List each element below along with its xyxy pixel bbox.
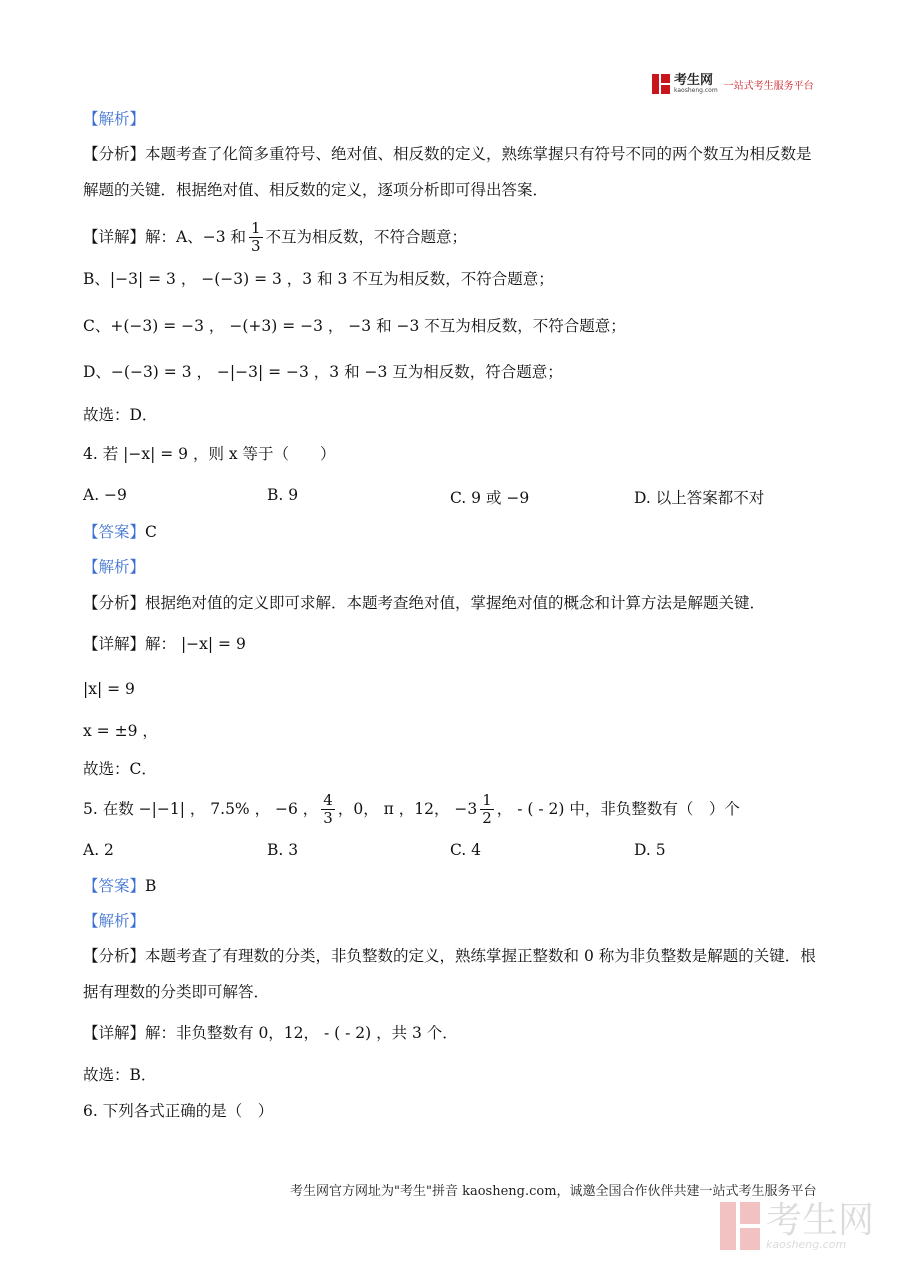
watermark (720, 1196, 890, 1256)
q3-analysis: 【分析】本题考查了化简多重符号、绝对值、相反数的定义，熟练掌握只有符号不同的两个数互为相反数是解题的关键．根据绝对值、相反数的定义，逐项分析即可得出答案． (83, 145, 812, 199)
q5-fraction: $\frac{4}{3}$ (323, 790, 333, 827)
q3-detail-b: B、|−3| = 3 ， −(−3) = 3 ，3 和 3 不互为相反数，不符合题意； (83, 270, 554, 288)
q4-options (83, 486, 823, 508)
q4-jiexi-label: 【解析】 (83, 558, 146, 576)
q3-answer: 故选：D． (83, 406, 158, 424)
q5-option-b: B. 3 (267, 841, 299, 859)
q4-option-b: B. 9 (267, 486, 299, 504)
q5-final: 故选：B． (83, 1066, 157, 1084)
q5-options (83, 841, 823, 863)
q3-detail-a: 【详解】 解：A、−3 和 $\frac{1}{3}$ 不互为相反数，不符合题意； (83, 218, 468, 255)
footer-text: 考生网官方网址为"考生"拼音 kaosheng.com，诚邀全国合作伙伴共建一站式考生服务平台 (290, 1184, 817, 1199)
q4-step-3: x = ±9 ， (83, 722, 158, 740)
q5-option-d: D. 5 (634, 841, 666, 859)
q6-stem: 6. 下列各式正确的是（ ） (83, 1102, 274, 1120)
q5-jiexi-label: 【解析】 (83, 912, 146, 930)
logo-name: 考生网 (674, 73, 714, 88)
q4-option-c: C. 9 或 −9 (450, 489, 530, 507)
q4-step-2: |x| = 9 (83, 680, 135, 698)
kaosheng-logo-icon (652, 74, 670, 94)
q4-answer-key: 【答案】C (83, 523, 157, 541)
header-logo (652, 72, 822, 96)
q5-stem: 5. 在数 −|−1| ， 7.5% ， −6 ， $\frac{4}{3}$ ，0， π ，12， −3 $\frac{1}{2}$ ， - ( - 2) 中，非负整数有（ ）个 (83, 790, 740, 827)
q4-option-a: A. −9 (83, 486, 127, 504)
q3-detail-c: C、+(−3) = −3 ， −(+3) = −3 ， −3 和 −3 不互为相反数，不符合题意； (83, 317, 626, 335)
q5-analysis: 【分析】本题考查了有理数的分类，非负整数的定义，熟练掌握正整数和 0 称为非负整数是解题的关键．根据有理数的分类即可解答． (83, 947, 816, 1001)
q5-option-a: A. 2 (83, 841, 114, 859)
q3-fraction: $\frac{1}{3}$ (251, 218, 261, 255)
watermark-name: 考生网 (766, 1199, 875, 1241)
q4-option-d: D. 以上答案都不对 (634, 489, 765, 507)
logo-slogan: 一站式考生服务平台 (723, 80, 814, 92)
q5-option-c: C. 4 (450, 841, 482, 859)
logo-domain: kaosheng.com (674, 87, 718, 94)
q4-analysis: 【分析】根据绝对值的定义即可求解．本题考查绝对值，掌握绝对值的概念和计算方法是解题关键． (83, 594, 766, 612)
q4-detail: 【详解】解： |−x| = 9 (83, 635, 246, 653)
q3-jiexi-label: 【解析】 (83, 110, 146, 128)
q4-final: 故选：C． (83, 760, 157, 778)
q5-answer-key: 【答案】B (83, 877, 157, 895)
q4-stem: 4. 若 |−x| = 9 ，则 x 等于（ ） (83, 445, 336, 463)
q3-detail-d: D、−(−3) = 3 ， −|−3| = −3 ，3 和 −3 互为相反数，符合题意； (83, 363, 563, 381)
q5-mixed-fraction: $\frac{1}{2}$ (482, 790, 492, 827)
watermark-domain: kaosheng.com (766, 1237, 847, 1251)
watermark-logo-icon (720, 1202, 760, 1250)
q5-detail: 【详解】解：非负整数有 0，12， - ( - 2) ，共 3 个． (83, 1024, 458, 1042)
